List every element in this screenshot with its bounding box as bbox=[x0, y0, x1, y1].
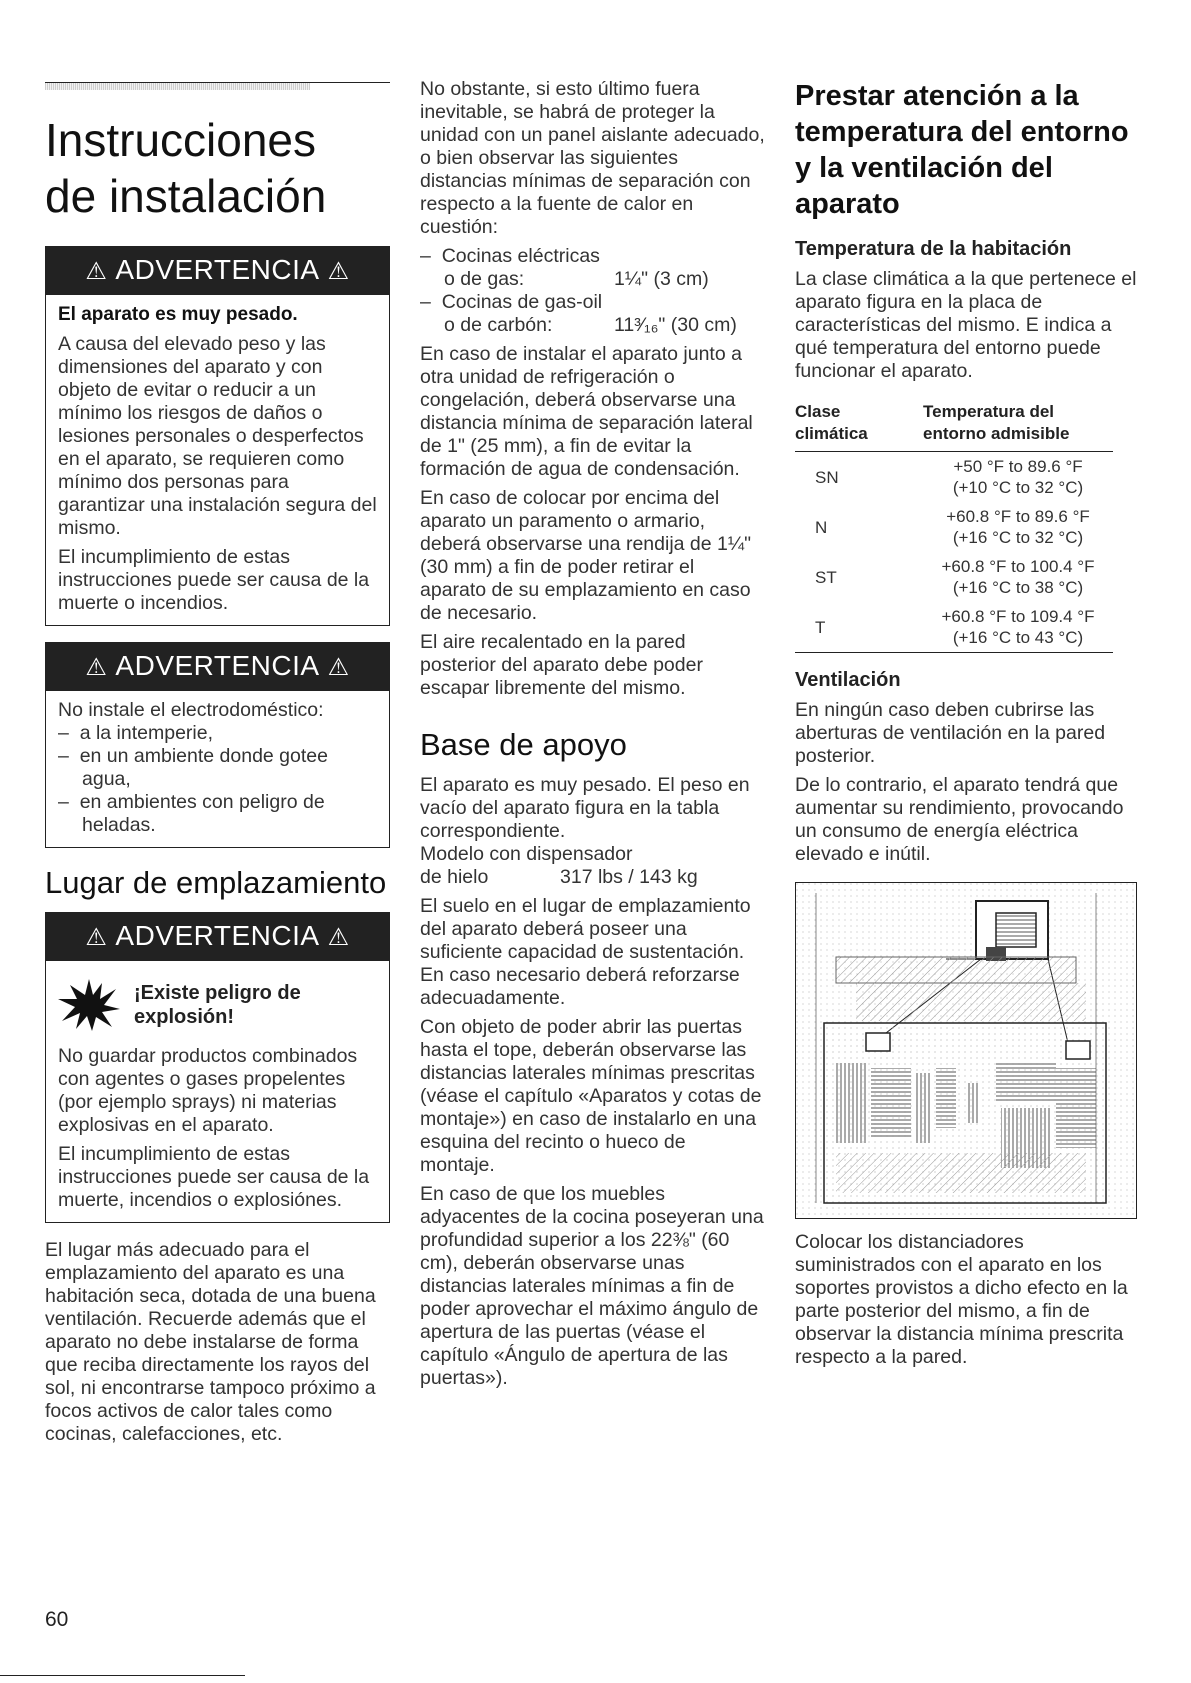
warning-box-weight bbox=[45, 246, 390, 626]
location-body: El lugar más adecuado para el emplazamiento del aparato es una habitación seca, dotada de una buena ventilación. Recuerde además que el aparato no debe instalarse de forma que reciba directamente los rayos del sol, ni encontrarse tampoco próximo a focos activos de calor tales como cocinas, calefacciones, etc. bbox=[45, 1239, 376, 1445]
section-title-base: Base de apoyo bbox=[420, 727, 627, 762]
subheading-ventilation: Ventilación bbox=[795, 669, 901, 691]
warning-box-location bbox=[45, 642, 390, 848]
list-item: – a la intemperie, bbox=[58, 722, 379, 745]
explosion-icon bbox=[58, 979, 120, 1031]
page-number: 60 bbox=[45, 1608, 69, 1631]
paragraph: El aire recalentado en la pared posterior del aparato debe poder escapar libremente del mismo. bbox=[420, 631, 703, 699]
warning-lead: El aparato es muy pesado. bbox=[58, 304, 298, 325]
paragraph: Con objeto de poder abrir las puertas hasta el tope, deberán observarse las distancias laterales mínimas prescritas (véase el capítulo «Aparatos y cotas de montaje») en caso de instalarlo en una esquina del recinto o hueco de montaje. bbox=[420, 1016, 762, 1176]
table-row: SN +50 °F to 89.6 °F (+10 °C to 32 °C) bbox=[815, 457, 1084, 497]
distance-item: – Cocinas eléctricas bbox=[420, 245, 600, 267]
paragraph: La clase climática a la que pertenece el aparato figura en la placa de características del mismo. E indica a qué temperatura del entorno puede funcionar el aparato. bbox=[795, 268, 1137, 382]
paragraph: El suelo en el lugar de emplazamiento del aparato deberá poseer una suficiente capacidad de sustentación. En caso necesario deberá reforzarse adecuadamente. bbox=[420, 895, 751, 1009]
explosion-warning: ¡Existe peligro de explosión! bbox=[58, 979, 379, 1031]
list-item: – en ambientes con peligro de heladas. bbox=[58, 791, 379, 837]
paragraph: El aparato es muy pesado. El peso en vacío del aparato figura en la tabla correspondiente. bbox=[420, 774, 750, 842]
warning-header: ⚠ ADVERTENCIA ⚠ bbox=[46, 913, 389, 961]
bottom-rule bbox=[0, 1675, 245, 1676]
subheading-room-temperature: Temperatura de la habitación bbox=[795, 238, 1072, 260]
warning-box-explosion bbox=[45, 912, 390, 1223]
warning-list bbox=[58, 722, 379, 837]
warning-intro: No instale el electrodoméstico: bbox=[58, 699, 324, 721]
warning-text: El incumplimiento de estas instrucciones puede ser causa de la muerte o incendios. bbox=[58, 546, 370, 614]
warning-triangle-icon: ⚠ bbox=[85, 924, 108, 951]
paragraph: En ningún caso deben cubrirse las aberturas de ventilación en la pared posterior. bbox=[795, 699, 1106, 767]
warning-triangle-icon: ⚠ bbox=[85, 654, 108, 681]
table-row: T +60.8 °F to 109.4 °F (+16 °C to 43 °C) bbox=[795, 602, 1113, 653]
warning-triangle-icon: ⚠ bbox=[327, 924, 350, 951]
table-row: ST +60.8 °F to 100.4 °F (+16 °C to 38 °C) bbox=[815, 557, 1095, 597]
distance-list bbox=[420, 245, 765, 337]
column-1 bbox=[45, 78, 390, 1452]
spacer-installation-illustration bbox=[795, 882, 1137, 1219]
warning-triangle-icon: ⚠ bbox=[85, 258, 108, 285]
paragraph: Colocar los distanciadores suministrados con el aparato en los soportes provistos a dicho efecto en la parte posterior del mismo, a fin de observar la distancia mínima prescrita respecto a la pared. bbox=[795, 1231, 1128, 1368]
paragraph: No obstante, si esto último fuera inevitable, se habrá de proteger la unidad con un panel aislante adecuado, o bien observar las siguientes distancias mínimas de separación con respecto a la fuente de calor en cuestión: bbox=[420, 78, 765, 238]
warning-triangle-icon: ⚠ bbox=[327, 258, 350, 285]
paragraph: En caso de instalar el aparato junto a otra unidad de refrigeración o congelación, deberá observarse una distancia mínima de separación lateral de 1" (25 mm), a fin de evitar la formación de agua de condensación. bbox=[420, 343, 753, 480]
distance-item: o de carbón: 11³⁄₁₆" (30 cm) bbox=[444, 314, 737, 336]
warning-text: No guardar productos combinados con agentes o gases propelentes (por ejemplo sprays) ni materias explosivas en el aparato. bbox=[58, 1045, 358, 1136]
column-3 bbox=[795, 78, 1140, 1375]
warning-header: ⚠ ADVERTENCIA ⚠ bbox=[46, 643, 389, 691]
page-title: Instrucciones de instalación bbox=[45, 114, 327, 222]
paragraph: De lo contrario, el aparato tendrá que aumentar su rendimiento, provocando un consumo de energía eléctrica elevado e inútil. bbox=[795, 774, 1124, 865]
warning-text: A causa del elevado peso y las dimensiones del aparato y con objeto de evitar o reducir a un mínimo los riesgos de daños o lesiones personales o desperfectos en el aparato, se requieren como mínimo dos personas para garantizar una instalación segura del mismo. bbox=[58, 333, 377, 539]
appliance-rear-diagram bbox=[796, 883, 1136, 1218]
table-header-cell: Temperatura del entorno admisible bbox=[923, 402, 1070, 443]
section-title-location: Lugar de emplazamiento bbox=[45, 865, 387, 900]
distance-item: o de gas: 1¼" (3 cm) bbox=[444, 268, 709, 290]
section-title-ambient: Prestar atención a la temperatura del entorno y la ventilación del aparato bbox=[795, 80, 1129, 220]
list-item: – en un ambiente donde gotee agua, bbox=[58, 745, 379, 791]
warning-triangle-icon: ⚠ bbox=[327, 654, 350, 681]
distance-item: – Cocinas de gas-oil bbox=[420, 291, 603, 313]
warning-header: ⚠ ADVERTENCIA ⚠ bbox=[46, 247, 389, 295]
climate-class-table bbox=[795, 401, 1113, 653]
table-header-cell: Clase climática bbox=[795, 402, 868, 443]
model-weight: Modelo con dispensador de hielo 317 lbs / 143 kg bbox=[420, 843, 698, 888]
column-2 bbox=[420, 78, 765, 1396]
paragraph: En caso de colocar por encima del aparato un paramento o armario, deberá observarse una rendija de 1¼" (30 mm) a fin de poder retirar el aparato de su emplazamiento en caso de necesario. bbox=[420, 487, 752, 624]
paragraph: En caso de que los muebles adyacentes de la cocina poseyeran una profundidad superior a los 22⅜" (60 cm), deberán observarse unas distancias laterales mínimas a fin de poder aprovechar el máximo ángulo de apertura de las puertas (véase el capítulo «Ángulo de apertura de las puertas»). bbox=[420, 1183, 764, 1389]
warning-text: El incumplimiento de estas instrucciones puede ser causa de la muerte, incendios o explosiónes. bbox=[58, 1143, 370, 1211]
table-header-row bbox=[795, 401, 1113, 452]
table-row: N +60.8 °F to 89.6 °F (+16 °C to 32 °C) bbox=[815, 507, 1090, 547]
